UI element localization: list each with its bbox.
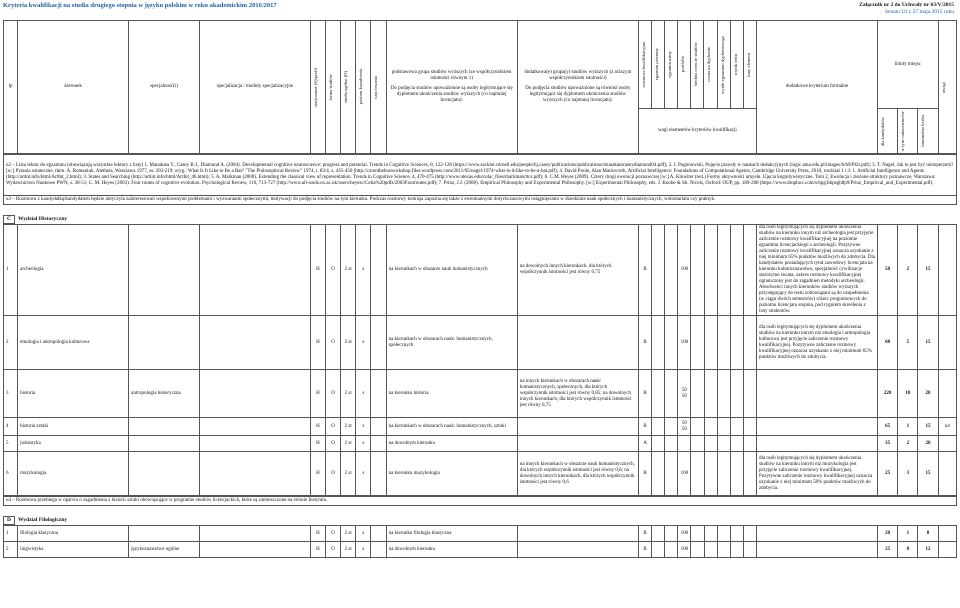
row-podst: na kierunku historia (386, 370, 517, 418)
row-extra: dla osób legitymujących się dyplomem ukończenia studiów na kierunku innym niż archeologia jest przyjęcie zaliczenie rozmowy kwalifikacyjnej na poziomie egzaminu licencjackiego z archeologii. Pozytywne zaliczenie rozmowy kwalifikacyjnej oznacza uzyskanie z niej minimum 65% punktów możliwych do zdobycia. Dla kandydatów posiadających tytuł zawodowy licencjata na kierunku kulturoznawstwo, specjalność cywilizacje starożytne świata, zakres rozmowy kwalifikacyjnej ograniczony jest do zagadnień metodyki archeologii. Absolwenci innych kierunków studiów wyższych przystępujący do testu zobowiązani są do uzupełnienia (w ciągu dwóch semestrów) różnic programowych do poziomu licencjatu stopnia, pod rygorem skreślenia z listy studentów. (756, 225, 877, 316)
row-modul (199, 542, 310, 558)
row-dod: na dowolnych innych kierunkach, dla których współczynnik istotności jest równy 0,75 (517, 225, 638, 316)
row-crit: B (638, 225, 651, 316)
row-limit-2: 0 (898, 542, 918, 558)
row-uwagi (938, 526, 956, 542)
row-spec (129, 526, 200, 542)
row-poziom: O (326, 542, 341, 558)
row-w-blank (691, 370, 704, 418)
row-stopien: 2 st (341, 436, 356, 452)
row-dod (517, 436, 638, 452)
row-w-blank (743, 526, 756, 542)
row-limit-1: 60 (878, 316, 898, 370)
note-u3: u3 – Rozmowa z kandydatką/kandydatem będzie dotyczyła zainteresowań współczesnymi problemami i wyzwaniami społecznymi, motywacji do podjęcia studiów na tym kierunku. Podczas rozmowy komisja zapozna się także z ewentualnymi dotychczasowymi osiągnięciami w dziedzinie nauk społecznych i humanistycznych, wolontariatu czy praktyk. (4, 196, 957, 205)
row-w-blank (691, 436, 704, 452)
col-l1: dla kandydatów (880, 116, 886, 146)
row-crit: B (638, 418, 651, 436)
col-k9: inny element (745, 52, 751, 77)
row-poziom: O (326, 370, 341, 418)
section-c-title: Wydział Historyczny (17, 216, 68, 223)
row-spec (129, 436, 200, 452)
row-weight: 50 50 (678, 370, 691, 418)
col-forma: forma studiów (327, 73, 333, 101)
row-spec (129, 316, 200, 370)
table-row (4, 225, 957, 316)
col-k8: wynik testu (732, 53, 738, 76)
row-limit-3: 20 (918, 370, 938, 418)
row-forma: H (310, 526, 325, 542)
row-limit-2: 5 (898, 316, 918, 370)
table-row (4, 542, 957, 558)
row-w-blank (665, 542, 678, 558)
row-podst: na dowolnym kierunku (386, 436, 517, 452)
note-u2: u2 – Lista lektur do egzaminu (obowiązują wszystkie lektury z listy) 1. Manakata Y., Casey B.J., Diamond A. (2004). Developmental cognitive neuroscience: progress and potential. Trends in Cognitive Sciences, 8, 122-128 (https://www.sackler.cornell.edu/people/bj.casey/publications/publications/munakatacaseydiamond04.pdf); 2. J. Pogonowski, Pojęcie prawdy w naukach dedukcyjnych (logic.amu.edu.pl/images/b/b9/Pt2r.pdf); 3. T. Nagel, Jak to jest być nietoperzem? [w:] Pytania ostateczne, tłum. A. Romaniuk, Aletheia, Warszawa 1977, ss. 203-219; oryg.: What Is It Like to Be a Bat? "The Philosophical Review" 1974, t. 83/4, s. 435-450 (http://cstonthebusworkshop.files.wordpress.com/2011/05/nagel-1974-what-is-it-like-to-be-a-bat.pdf); 4. David Poole, Alan Mackworth, Artificial Intelligence: Foundations of Computational Agents, Cambridge University Press, 2010, rozdział 1 i 3: 1. Artificial Intelligence and Agents (http://artint.info/html/ArtInt_2.html); 3. States and Searching (http://artint.info/html/ArtInt_46.html); 5. A. Markman (2000). Extending the classical view of representation. Trends in Cognitive Science, 4, 470-475 (http://www.utexas.edu/cola/_files/markman/ttcs.pdf); 6. C.M. Heyes (2009). Cztery drogi ewolucji poznawczej [w:] A. Kluwiter (red.) Formy aktywności umysłu. Ujęcia kognitywistyczne. Tom 2, Ewolucja i złożone struktury poznawcze, Warszawa: Wydawnictwo Naukowe PWN, s. 38-51; C. M. Heyes (2003). Four routes of cognitive evolution. Psychological Review, 110, 713-727 (http://www.all-souls.ox.ac.uk/users/heyesc/Celia%20pdfs/2003Fourroutes.pdf); 7. Prinz, J.J. (2008). Empirical Philosophy and Experimental Philosophy. [w:] Experimental Philosophy, eds. J. Knobe & Sh. Nicols, Oxford: OUP, pp. 189-208 (https://www.dropbox.com/s/hpg3tkpsgh8p9/Prinz_Empirical_and_Experimental.pdf). (4, 155, 957, 196)
row-w-blank (730, 452, 743, 496)
row-w-blank (717, 316, 730, 370)
row-kierunek: filologia klasyczna (18, 526, 129, 542)
row-weight: 100 (678, 225, 691, 316)
row-w-blank (691, 526, 704, 542)
row-uwagi (938, 370, 956, 418)
table-row (4, 316, 957, 370)
row-w-blank (743, 225, 756, 316)
row-w-blank (665, 418, 678, 436)
row-crit: B (638, 316, 651, 370)
row-w-blank (704, 316, 717, 370)
row-w-blank (691, 316, 704, 370)
col-group-main (386, 21, 517, 154)
row-uwagi (938, 542, 956, 558)
row-kierunek: archeologia (18, 225, 129, 316)
row-crit: B (638, 542, 651, 558)
col-czas: czas trwania (373, 75, 379, 99)
col-k2: egzamin pisemny (654, 48, 660, 81)
row-w-blank (717, 542, 730, 558)
row-blank (371, 452, 386, 496)
col-k7: wynik egzaminu dyplomowego (719, 35, 725, 94)
row-lp: 3 (4, 370, 18, 418)
row-forma: H (310, 316, 325, 370)
row-crit: B (638, 370, 651, 418)
row-w-blank (665, 225, 678, 316)
section-c-table (3, 224, 957, 496)
row-poziom: O (326, 452, 341, 496)
row-w-blank (717, 225, 730, 316)
row-w-blank (730, 418, 743, 436)
row-lp: 6 (4, 452, 18, 496)
row-uwagi: u4 (938, 418, 956, 436)
row-w-blank (743, 316, 756, 370)
row-w-blank (743, 452, 756, 496)
row-w-blank (691, 418, 704, 436)
table-row (4, 436, 957, 452)
row-w-blank (665, 436, 678, 452)
col-extra-criterion: dodatkowe kryterium formalne (756, 21, 877, 154)
row-blank (371, 526, 386, 542)
section-d-title: Wydział Filologiczny (17, 517, 68, 524)
row-w-blank (652, 436, 665, 452)
row-podst: na dowolnym kierunku (386, 542, 517, 558)
row-uwagi (938, 436, 956, 452)
row-kierunek: historia (18, 370, 129, 418)
row-podst: na kierunku muzykologia (386, 452, 517, 496)
document-title: Kryteria kwalifikacji na studia drugiego stopnia w języku polskim w roku akademickim 2016/2017 (3, 2, 277, 9)
senate-date: Senatu UJ z 27 maja 2015 roku (884, 9, 954, 15)
row-crit: B (638, 452, 651, 496)
row-w-blank (665, 452, 678, 496)
row-weight: 100 (678, 542, 691, 558)
row-blank (371, 225, 386, 316)
group-add-title: dodatkowa(e) grupa(y) studiów wyższych (z niższym współczynnikiem istotności) (524, 70, 632, 82)
row-blank (371, 370, 386, 418)
row-w-blank (730, 370, 743, 418)
row-podst: na kierunkach w obszarach nauk: humanistycznych, społecznych (386, 316, 517, 370)
row-forma: H (310, 452, 325, 496)
row-w-blank (704, 542, 717, 558)
row-extra: dla osób legitymujących się dyplomem ukończenia studiów na kierunku innym niż muzykologia jest przyjęcie zaliczenie rozmowy kwalifikacyjnej. Pozytywne zaliczenie rozmowy kwalifikacyjnej oznacza uzyskanie z niej minimum 50% punktów możliwych do zdobycia. (756, 452, 877, 496)
row-blank (371, 436, 386, 452)
section-c-badge: C (3, 215, 15, 224)
row-kierunek: historia sztuki (18, 418, 129, 436)
table-row (4, 370, 957, 418)
row-dod: na innych kierunkach w obszarze nauk humanistycznych, dla których współczynnik istotności jest równy 0,8; na dowolnych innych kierunkach, dla których współczynnik istotności jest równy 0,6 (517, 452, 638, 496)
row-kierunek: muzykologia (18, 452, 129, 496)
row-czas: s (356, 225, 371, 316)
row-crit: B (638, 526, 651, 542)
col-k4: portfolio (680, 56, 686, 73)
row-w-blank (665, 316, 678, 370)
row-extra (756, 526, 877, 542)
col-specjalizacja: specjalizacja / moduły specjalizacyjne (199, 21, 310, 154)
row-blank (371, 418, 386, 436)
row-limit-1: 35 (878, 436, 898, 452)
row-forma: H (310, 225, 325, 316)
criteria-header-table (3, 20, 957, 154)
row-w-blank (717, 370, 730, 418)
row-forma: H (310, 370, 325, 418)
row-w-blank (730, 316, 743, 370)
row-czas: s (356, 418, 371, 436)
section-c-heading (3, 215, 960, 224)
col-uwagi: uwagi (940, 81, 946, 93)
row-w-blank (730, 436, 743, 452)
attachment-number: Załącznik nr 2 do Uchwały nr 63/V/2015 (859, 2, 954, 8)
row-limit-3: 8 (918, 526, 938, 542)
row-stopien: 2 st (341, 452, 356, 496)
section-d-table (3, 525, 957, 558)
row-extra (756, 370, 877, 418)
row-lp: 2 (4, 542, 18, 558)
row-modul (199, 436, 310, 452)
row-lp: 2 (4, 316, 18, 370)
row-weight (678, 436, 691, 452)
row-podst: na kierunkach w obszarach nauk: humanistycznych, sztuki (386, 418, 517, 436)
row-blank (371, 542, 386, 558)
row-uwagi (938, 225, 956, 316)
row-w-blank (717, 436, 730, 452)
attachment-info (859, 2, 954, 16)
row-limit-3: 12 (918, 542, 938, 558)
row-modul (199, 418, 310, 436)
row-dod (517, 542, 638, 558)
row-w-blank (730, 542, 743, 558)
row-w-blank (704, 452, 717, 496)
row-czas: s (356, 316, 371, 370)
row-w-blank (730, 526, 743, 542)
row-weight: 50 50 (678, 418, 691, 436)
row-limit-1: 25 (878, 542, 898, 558)
row-czas: s (356, 370, 371, 418)
row-weight: 100 (678, 316, 691, 370)
row-dod (517, 316, 638, 370)
row-dod (517, 526, 638, 542)
row-w-blank (717, 418, 730, 436)
row-w-blank (730, 225, 743, 316)
row-weight: 100 (678, 526, 691, 542)
group-main-title: podstawowa grupa studiów wyższych (ze współczynnikiem istotności równym 1) (391, 70, 512, 82)
table-row (4, 526, 957, 542)
col-k1: rozmowa kwalifikacyjna (640, 41, 646, 88)
row-w-blank (704, 370, 717, 418)
row-spec: językoznawstwo ogólne (129, 542, 200, 558)
row-podst: na kierunku filologia klasyczna (386, 526, 517, 542)
row-w-blank (652, 225, 665, 316)
row-w-blank (743, 418, 756, 436)
row-limit-3: 20 (918, 436, 938, 452)
row-extra (756, 418, 877, 436)
row-modul (199, 225, 310, 316)
group-main-note: Do podjęcia studiów upoważnione są osoby legitymujące się dyplomem ukończenia studiów wyższych (co najmniej licencjatu): (390, 86, 513, 104)
row-blank (371, 316, 386, 370)
row-czas: s (356, 526, 371, 542)
col-limits: limity miejsc (878, 21, 939, 109)
row-w-blank (743, 542, 756, 558)
row-spec (129, 418, 200, 436)
col-studia-ogolne: studia ogólne (O) (343, 71, 349, 104)
row-limit-3: 15 (918, 225, 938, 316)
row-uwagi (938, 316, 956, 370)
page-header (0, 0, 960, 20)
row-w-blank (691, 225, 704, 316)
row-limit-2: 2 (898, 225, 918, 316)
col-group-add (517, 21, 638, 154)
row-w-blank (704, 418, 717, 436)
row-spec: antropologia historyczna (129, 370, 200, 418)
row-limit-1: 220 (878, 370, 898, 418)
row-limit-2: 10 (898, 370, 918, 418)
row-stopien: 2 st (341, 225, 356, 316)
row-limit-1: 65 (878, 418, 898, 436)
row-limit-1: 50 (878, 225, 898, 316)
row-kierunek: judaistyka (18, 436, 129, 452)
row-limit-2: 2 (898, 436, 918, 452)
row-limit-1: 20 (878, 526, 898, 542)
row-modul (199, 526, 310, 542)
row-czas: s (356, 542, 371, 558)
row-crit: A (638, 436, 651, 452)
row-w-blank (743, 436, 756, 452)
row-limit-2: 1 (898, 418, 918, 436)
section-d-heading (3, 516, 960, 525)
row-w-blank (652, 370, 665, 418)
col-poziom: poziom kształcenia (358, 69, 364, 105)
row-limit-3: 15 (918, 316, 938, 370)
row-stopien: 2 st (341, 418, 356, 436)
group-add-note: Do podjęcia studiów upoważnione są również osoby legitymujące się dyplomem ukończenia studiów wyższych (co najmniej licencjatu): (525, 86, 631, 104)
row-w-blank (691, 542, 704, 558)
row-lp: 1 (4, 526, 18, 542)
row-dod: na innych kierunkach w obszarach nauk: humanistycznych, społecznych, dla których współczynnik istotności jest równy 0,85; na dowolnych innych kierunkach, dla których współczynnik istotności jest równy 0,75 (517, 370, 638, 418)
row-lp: 1 (4, 225, 18, 316)
row-w-blank (652, 418, 665, 436)
row-czas: s (356, 436, 371, 452)
row-dod (517, 418, 638, 436)
row-w-blank (704, 436, 717, 452)
table-row (4, 452, 957, 496)
col-l3: minimalna liczba (920, 115, 926, 148)
row-poziom: O (326, 436, 341, 452)
row-forma: H (310, 436, 325, 452)
row-modul (199, 452, 310, 496)
col-specjalnosci: specjalność(i) (129, 21, 200, 154)
row-spec (129, 225, 200, 316)
row-w-blank (652, 526, 665, 542)
note-u4: u4 – Rozmowa przebiega w oparciu o zagadnienia z historii sztuki obowiązujące w programie studiów licencjackich, które są zamieszczone na stronie Instytutu. (4, 497, 957, 506)
row-w-blank (691, 452, 704, 496)
row-lp: 5 (4, 436, 18, 452)
row-limit-2: 1 (898, 526, 918, 542)
col-l2: w tym cudzoziemców (900, 111, 906, 152)
row-w-blank (652, 316, 665, 370)
row-forma: H (310, 542, 325, 558)
row-extra (756, 436, 877, 452)
row-w-blank (704, 526, 717, 542)
row-czas: s (356, 452, 371, 496)
row-extra (756, 542, 877, 558)
row-poziom: O (326, 316, 341, 370)
row-limit-1: 25 (878, 452, 898, 496)
row-weight: 100 (678, 452, 691, 496)
row-w-blank (717, 452, 730, 496)
row-extra: dla osób legitymujących się dyplomem ukończenia studiów na kierunku innym niż etnologia i antropologia kulturowa jest przyjęcie zaliczenie rozmowy kwalifikacyjnej. Pozytywne zaliczenie rozmowy kwalifikacyjnej oznacza uzyskanie z niej minimum 65% punktów możliwych do zdobycia. (756, 316, 877, 370)
row-poziom: O (326, 418, 341, 436)
row-modul (199, 316, 310, 370)
row-stopien: 2 st (341, 542, 356, 558)
col-k5: średnia ocen ze studiów (693, 42, 699, 87)
row-limit-3: 15 (918, 452, 938, 496)
row-kierunek: lingwistyka (18, 542, 129, 558)
row-w-blank (717, 526, 730, 542)
row-w-blank (743, 370, 756, 418)
col-profile: stacjonarne (S)/profil (312, 67, 318, 107)
row-stopien: 2 st (341, 316, 356, 370)
row-modul (199, 370, 310, 418)
row-limit-2: 3 (898, 452, 918, 496)
row-stopien: 2 st (341, 370, 356, 418)
section-c-notes (3, 496, 957, 506)
row-podst: na kierunkach w obszarze nauk humanistycznych (386, 225, 517, 316)
table-row (4, 418, 957, 436)
row-w-blank (652, 542, 665, 558)
row-poziom: O (326, 225, 341, 316)
section-d-badge: D (3, 516, 15, 525)
row-forma: H (310, 418, 325, 436)
row-w-blank (704, 225, 717, 316)
col-k6: ocena na dyplomie (706, 47, 712, 82)
notes-table (3, 154, 957, 205)
col-lp: lp (4, 21, 18, 154)
row-poziom: O (326, 526, 341, 542)
row-stopien: 2 st (341, 526, 356, 542)
col-k3: egzamin ustny (667, 51, 673, 78)
row-w-blank (652, 452, 665, 496)
row-w-blank (665, 526, 678, 542)
row-w-blank (665, 370, 678, 418)
col-kierunek: kierunek (18, 21, 129, 154)
row-spec (129, 452, 200, 496)
row-kierunek: etnologia i antropologia kulturowa (18, 316, 129, 370)
row-limit-3: 15 (918, 418, 938, 436)
row-lp: 4 (4, 418, 18, 436)
row-uwagi (938, 452, 956, 496)
weights-label: wagi elementów kryteriów kwalifikacji (638, 109, 756, 154)
